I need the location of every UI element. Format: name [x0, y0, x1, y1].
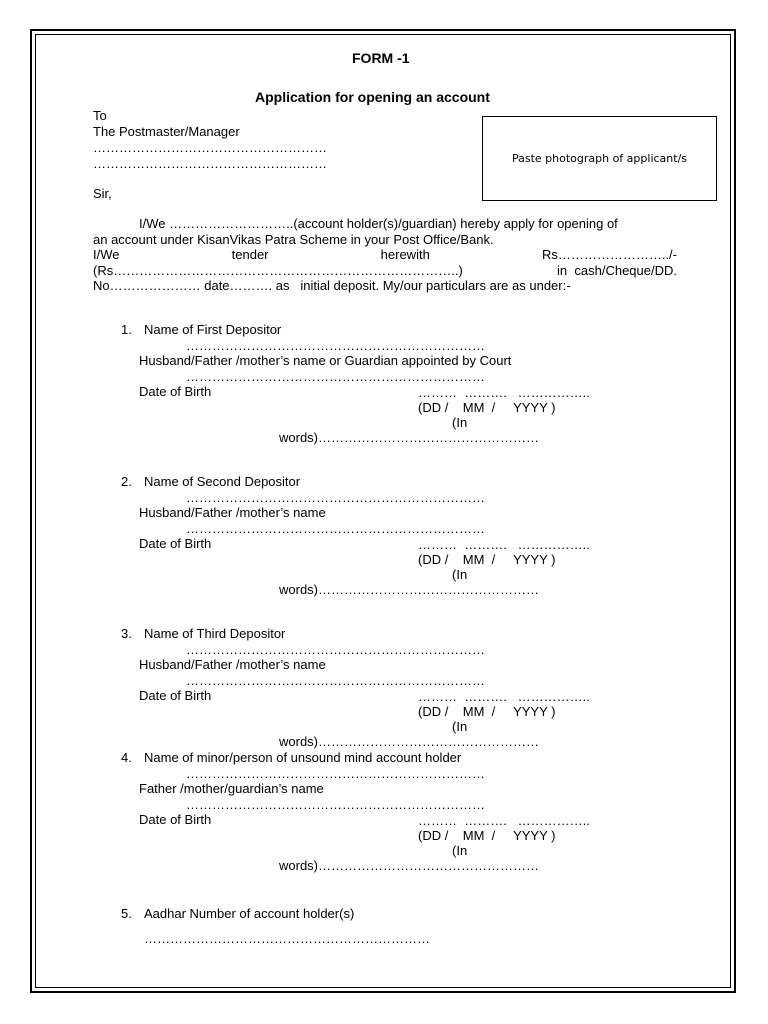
addressee: The Postmaster/Manager [93, 124, 240, 139]
section-5-aadhar-field[interactable]: ………………………………………………………… [144, 931, 430, 946]
section-2-words-field[interactable]: words)…………………………………………… [279, 582, 540, 597]
para-line-3 [93, 247, 677, 262]
section-1-dob-format: (DD / MM / YYYY ) [418, 400, 556, 415]
para-line-4 [93, 263, 677, 278]
para-l3-d: Rs……………………../- [541, 247, 677, 262]
section-4-in-label: (In [452, 843, 468, 858]
section-1-relation-label: Husband/Father /mother’s name or Guardian appointed by Court [139, 353, 512, 368]
para-l3-b: tender [231, 247, 269, 262]
section-1-label: Name of First Depositor [144, 322, 282, 337]
section-5-label: Aadhar Number of account holder(s) [144, 906, 355, 921]
section-1-dob-field[interactable]: ……… ………. …………….. [418, 385, 590, 400]
para-line-1: I/We ………………………..(account holder(s)/guardian) hereby apply for opening of [139, 216, 618, 231]
section-3-number: 3. [121, 626, 132, 641]
section-1-in-label: (In [452, 415, 468, 430]
section-3-in-label: (In [452, 719, 468, 734]
photo-box[interactable] [482, 116, 717, 201]
section-3-relation-field[interactable]: …………………………………………………………… [186, 673, 485, 688]
section-1-words-field[interactable]: words)…………………………………………… [279, 430, 540, 445]
section-4-dob-format: (DD / MM / YYYY ) [418, 828, 556, 843]
section-2-dob-format: (DD / MM / YYYY ) [418, 552, 556, 567]
section-4-number: 4. [121, 750, 132, 765]
section-4-relation-label: Father /mother/guardian’s name [139, 781, 324, 796]
section-2-label: Name of Second Depositor [144, 474, 301, 489]
section-3-dob-format: (DD / MM / YYYY ) [418, 704, 556, 719]
section-3-dob-label: Date of Birth [139, 688, 212, 703]
photo-label: Paste photograph of applicant/s [511, 152, 688, 165]
section-4-dob-label: Date of Birth [139, 812, 212, 827]
section-2-relation-label: Husband/Father /mother’s name [139, 505, 326, 520]
section-4-label: Name of minor/person of unsound mind account holder [144, 750, 462, 765]
para-line-5: No………………… date………. as initial deposit. My/our particulars are as under:- [93, 278, 571, 293]
form-title: Application for opening an account [255, 89, 490, 105]
section-4-words-field[interactable]: words)…………………………………………… [279, 858, 540, 873]
section-4-relation-field[interactable]: …………………………………………………………… [186, 797, 485, 812]
para-l3-a: I/We [93, 247, 120, 262]
section-3-name-field[interactable]: …………………………………………………………… [186, 642, 485, 657]
para-l3-c: herewith [380, 247, 430, 262]
section-1-relation-field[interactable]: …………………………………………………………… [186, 369, 485, 384]
salutation: Sir, [93, 186, 112, 201]
para-line-2: an account under KisanVikas Patra Scheme in your Post Office/Bank. [93, 232, 494, 247]
section-2-in-label: (In [452, 567, 468, 582]
section-5-number: 5. [121, 906, 132, 921]
section-4-dob-field[interactable]: ……… ………. …………….. [418, 813, 590, 828]
section-2-dob-field[interactable]: ……… ………. …………….. [418, 537, 590, 552]
address-line-1[interactable]: ……………………………………………… [93, 140, 327, 155]
section-2-dob-label: Date of Birth [139, 536, 212, 551]
para-l4-b: in cash/Cheque/DD. [557, 263, 677, 278]
section-1-number: 1. [121, 322, 132, 337]
section-3-label: Name of Third Depositor [144, 626, 286, 641]
section-2-name-field[interactable]: …………………………………………………………… [186, 490, 485, 505]
para-l4-a: (Rs……………………………………………………………………..) [93, 263, 463, 278]
to-label: To [93, 108, 107, 123]
section-2-relation-field[interactable]: …………………………………………………………… [186, 521, 485, 536]
address-line-2[interactable]: ……………………………………………… [93, 156, 327, 171]
section-2-number: 2. [121, 474, 132, 489]
section-4-name-field[interactable]: …………………………………………………………… [186, 766, 485, 781]
section-3-words-field[interactable]: words)…………………………………………… [279, 734, 540, 749]
form-number: FORM -1 [352, 50, 410, 66]
section-3-relation-label: Husband/Father /mother’s name [139, 657, 326, 672]
section-1-name-field[interactable]: …………………………………………………………… [186, 338, 485, 353]
section-1-dob-label: Date of Birth [139, 384, 212, 399]
section-3-dob-field[interactable]: ……… ………. …………….. [418, 689, 590, 704]
